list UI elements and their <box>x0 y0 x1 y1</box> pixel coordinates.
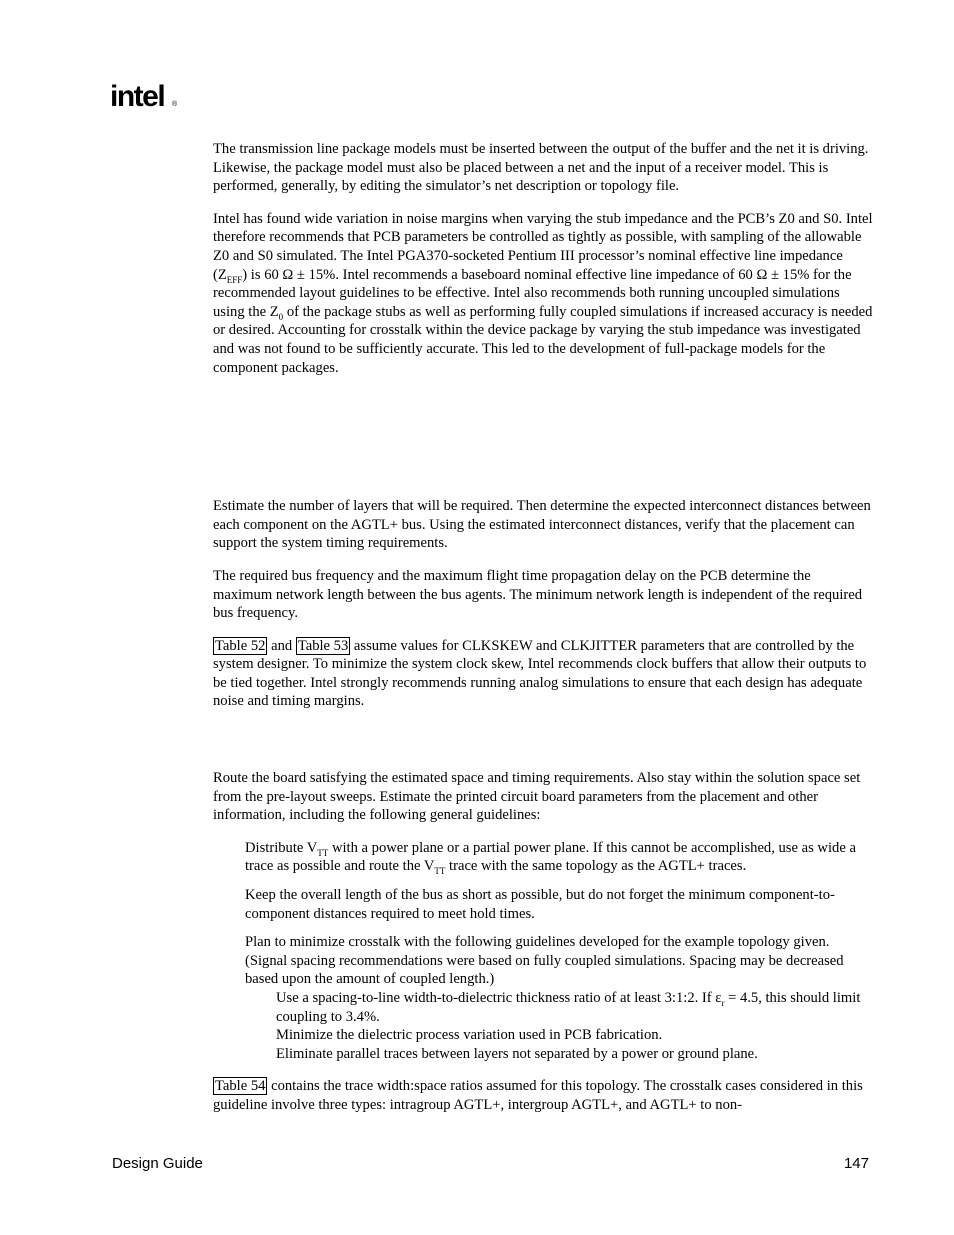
paragraph-estimate-layers: Estimate the number of layers that will be required. Then determine the expected interconnect distances between each component on the AGTL+ bus. Using the estimated interconnect distances, verify that the placement can support the system timing requirements. <box>213 498 871 552</box>
footer-title: Design Guide <box>112 1155 203 1172</box>
bullet-vtt: Distribute $V_{TT}$ with a power plane or a partial power plane. If this cannot be accomplished, use as wide a trace as possible and route the $V_{TT}$ trace with the same topology as the AGTL+ traces. <box>245 839 856 877</box>
link-table-52[interactable]: Table 52 <box>215 637 266 654</box>
bullet-crosstalk: Plan to minimize crosstalk with the following guidelines developed for the example topology given. (Signal spacing recommendations were based on fully coupled simulations. Spacing may be decreased based upon the amount of coupled length.) <box>245 934 844 988</box>
paragraph-route-board: Route the board satisfying the estimated space and timing requirements. Also stay within the solution space set from the pre-layout sweeps. Estimate the printed circuit board parameters from the placement and other information, including the following general guidelines: <box>213 770 861 824</box>
intel-logo <box>110 76 180 116</box>
link-table-53[interactable]: Table 53 <box>297 637 349 654</box>
registered-mark: ® <box>172 101 178 108</box>
bullet-bus-length: Keep the overall length of the bus as short as possible, but do not forget the minimum component-to-component distances required to meet hold times. <box>245 887 835 922</box>
sub-bullet-parallel-traces: Eliminate parallel traces between layers not separated by a power or ground plane. <box>276 1045 758 1062</box>
page-number: 147 <box>843 1155 869 1172</box>
link-table-54[interactable]: Table 54 <box>215 1078 266 1095</box>
paragraph-noise-margins: Intel has found wide variation in noise margins when varying the stub impedance and the PCB’s Z0 and S0. Intel therefore recommends that PCB parameters be controlled as tightly as possible, with sampling of the allowable Z0 and S0 simulated. The Intel PGA370-socketed Pentium III processor’s nominal effective line impedance $(Z_{EFF})$ is 60 Ω ± 15%. Intel recommends a baseboard nominal effective line impedance of 60 Ω ± 15% for the recommended layout guidelines to be effective. Intel also recommends both running uncoupled simulations using the $Z_0$ of the package stubs as well as performing fully coupled simulations if increased accuracy is needed or desired. Accounting for crosstalk within the device package by varying the stub impedance was investigated and was not found to be sufficiently accurate. This led to the development of full-package models for the component packages. <box>213 210 873 376</box>
sub-bullet-dielectric: Minimize the dielectric process variation used in PCB fabrication. <box>276 1027 663 1044</box>
paragraph-table-54: Table 54 contains the trace width:space ratios assumed for this topology. The crosstalk cases considered in this guideline involve three types: intragroup AGTL+, intergroup AGTL+, and AGTL+ to non- <box>213 1078 863 1113</box>
page-content <box>213 140 873 1129</box>
paragraph-package-models: The transmission line package models must be inserted between the output of the buffer and the net it is driving. Likewise, the package model must also be placed between a net and the input of a receiver model. This is performed, generally, by editing the simulator’s net description or topology file. <box>213 141 869 195</box>
sub-bullet-spacing-ratio: Use a spacing-to-line width-to-dielectric thickness ratio of at least 3:1:2. If $\varepsilon_r = 4.5$, this should limit coupling to 3.4%. <box>276 990 861 1025</box>
logo-text: intel <box>110 80 165 113</box>
paragraph-table-refs: Table 52 and Table 53 assume values for CLKSKEW and CLKJITTER parameters that are controlled by the system designer. To minimize the system clock skew, Intel recommends clock buffers that allow their outputs to be tied together. Intel strongly recommends running analog simulations to ensure that each design has adequate noise and timing margins. <box>213 637 867 710</box>
paragraph-bus-frequency: The required bus frequency and the maximum flight time propagation delay on the PCB determine the maximum network length between the bus agents. The minimum network length is independent of the required bus frequency. <box>213 567 863 622</box>
